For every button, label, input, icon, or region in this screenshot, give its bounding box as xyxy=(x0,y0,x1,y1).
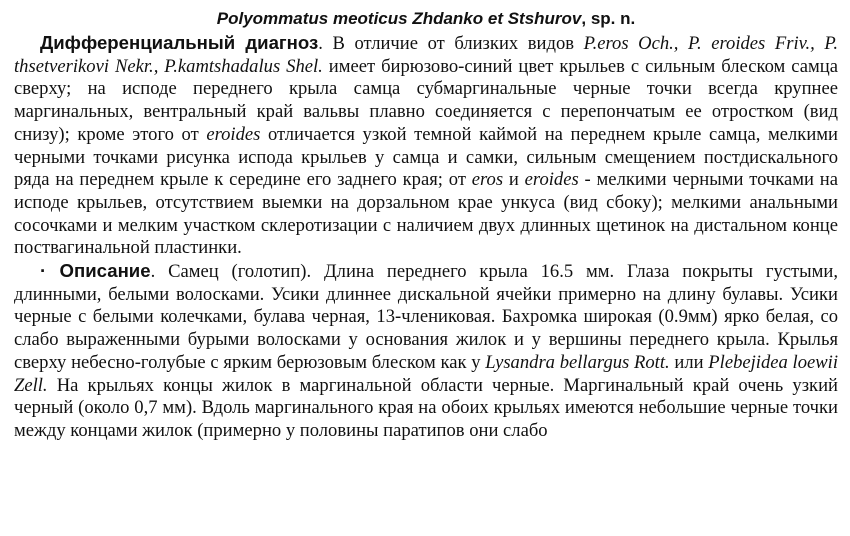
italic-taxon-text: P.eros Och., P. eroides Friv., P. thsetverikovi Nekr., P.kamtshadalus Shel. xyxy=(14,33,838,77)
species-suffix: , sp. n. xyxy=(581,9,636,28)
diagnosis-paragraph xyxy=(14,32,838,260)
body-text: или xyxy=(669,351,709,373)
italic-taxon-text: Plebejidea loewii Zell. xyxy=(14,351,838,396)
body-text: На крыльях концы жилок в маргинальной области черные. Маргинальный край очень узкий черный (около 0,7 мм). Вдоль маргинального края на обоих крыльях имеются небольшие черные точки между концами жилок (примерно у половины паратипов они слабо xyxy=(14,374,838,441)
italic-taxon-text: Lysandra bellargus Rott. xyxy=(485,351,670,373)
body-text: . В отличие от близких видов xyxy=(318,33,584,54)
diagnosis-body xyxy=(14,33,838,258)
body-text: - мелкими черными точками на исподе крыльев, отсутствием выемки на дорзальном крае ункуса (вид сбоку); мелкими анальными сосочками и мелким участком склеротизации с наличием двух длинных щетинок на дистальном конце поствагинальной пластинки. xyxy=(14,169,839,259)
italic-taxon-text: eroides xyxy=(524,169,579,191)
diagnosis-heading: Дифференциальный диагноз xyxy=(40,32,319,53)
species-title xyxy=(14,6,838,32)
description-body xyxy=(14,261,838,441)
body-text: . Самец (голотип). Длина переднего крыла 16.5 мм. Глаза покрыты густыми, длинными, белыми волосками. Усики длиннее дискальной ячейки примерно на длину булавы. Усики черные с белыми колечками, булава черная, 13-члениковая. Бахромка широкая (0.9мм) ярко белая, со слабо выраженными бурыми волосками у основания жилок и у вершины переднего крыла. Крылья сверху небесно-голубые с ярким берюзовым блеском как у xyxy=(14,261,838,373)
body-text: отличается узкой темной каймой на переднем крыле самца, мелкими черными точками рисунка испода крыльев у самца и самки, сильным смещением постдискального ряда на переднем крыле к середине его заднего края; от xyxy=(14,123,838,191)
species-name: Polyommatus meoticus Zhdanko et Stshurov xyxy=(216,9,582,28)
italic-taxon-text: eroides xyxy=(206,123,261,145)
italic-taxon-text: eros xyxy=(471,169,504,191)
body-text: и xyxy=(503,169,525,191)
body-text: имеет бирюзово-синий цвет крыльев с сильным блеском самца сверху; на исподе переднего крыла самца субмаргинальные черные точки всегда крупнее маргинальных, вентральный край вальвы плавно соединяется с перепончатым ее отростком (вид снизу); кроме этого от xyxy=(14,55,838,145)
description-heading: · Описание xyxy=(40,260,151,281)
description-paragraph xyxy=(14,260,838,443)
